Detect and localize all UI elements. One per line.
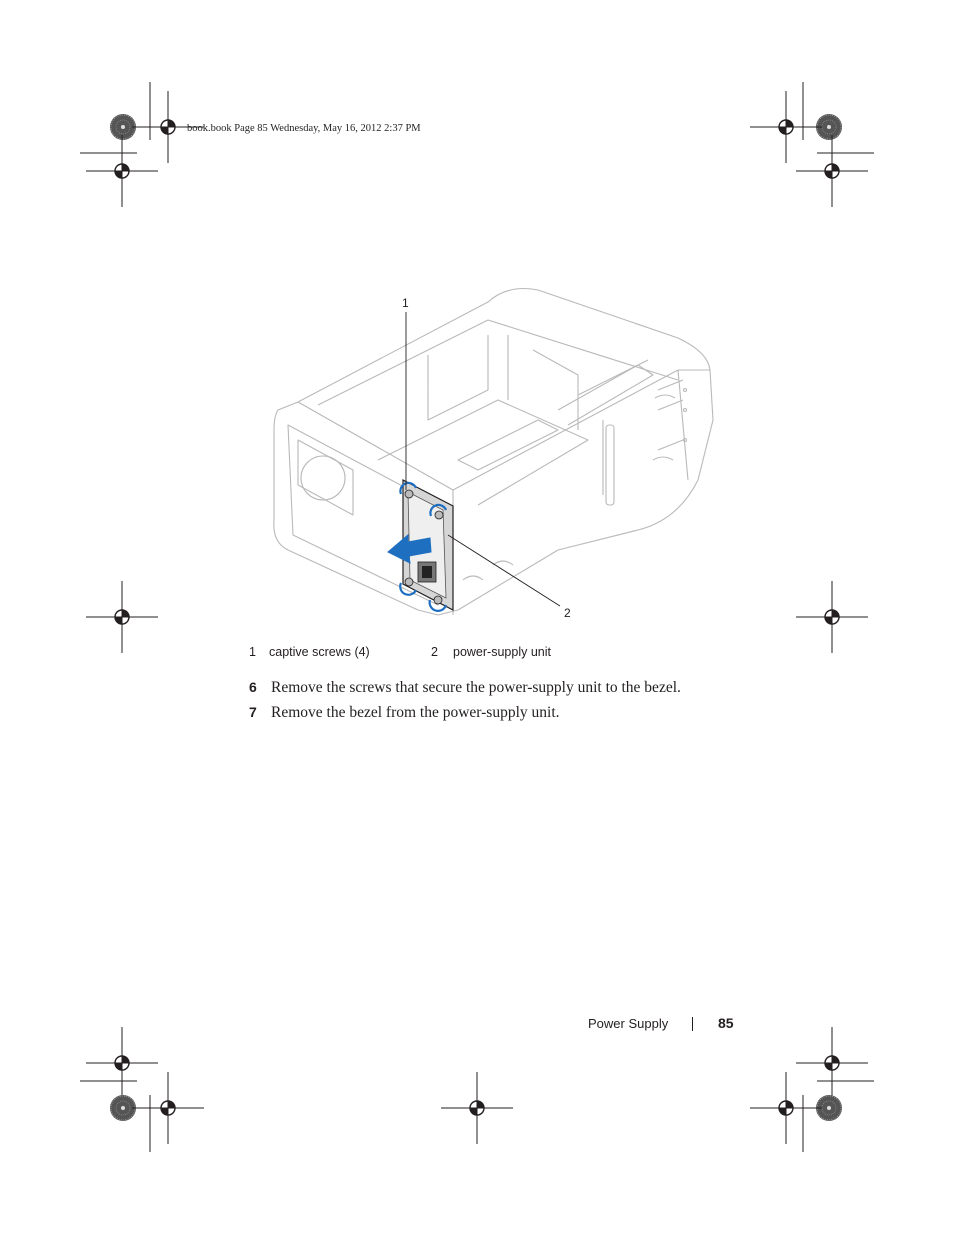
- step-text: Remove the bezel from the power-supply unit.: [271, 704, 560, 721]
- legend-text-2: power-supply unit: [453, 645, 551, 659]
- legend-num-1: 1: [249, 645, 256, 659]
- step-number: 7: [249, 704, 257, 720]
- registration-mark-bottom-center: [441, 1072, 513, 1144]
- registration-mark-top-right: [750, 82, 874, 207]
- print-slug: book.book Page 85 Wednesday, May 16, 2012 2:37 PM: [187, 123, 421, 134]
- legend-text-1: captive screws (4): [269, 645, 370, 659]
- registration-mark-bottom-right: [750, 1027, 874, 1152]
- registration-mark-mid-right: [796, 581, 868, 653]
- legend-num-2: 2: [431, 645, 438, 659]
- registration-mark-mid-left: [86, 581, 158, 653]
- callout-2: 2: [564, 606, 571, 620]
- registration-mark-top-left: [80, 82, 204, 207]
- registration-mark-bottom-left: [80, 1027, 204, 1152]
- step-text: Remove the screws that secure the power-supply unit to the bezel.: [271, 679, 681, 696]
- step-7: [249, 704, 560, 722]
- chassis-illustration: [258, 280, 728, 625]
- callout-line-2: [448, 535, 560, 606]
- step-6: [249, 679, 681, 697]
- step-number: 6: [249, 679, 257, 695]
- footer-section-title: Power Supply: [588, 1016, 669, 1031]
- footer-divider: [692, 1017, 693, 1031]
- callout-1: 1: [402, 296, 409, 310]
- page-number: 85: [718, 1015, 734, 1031]
